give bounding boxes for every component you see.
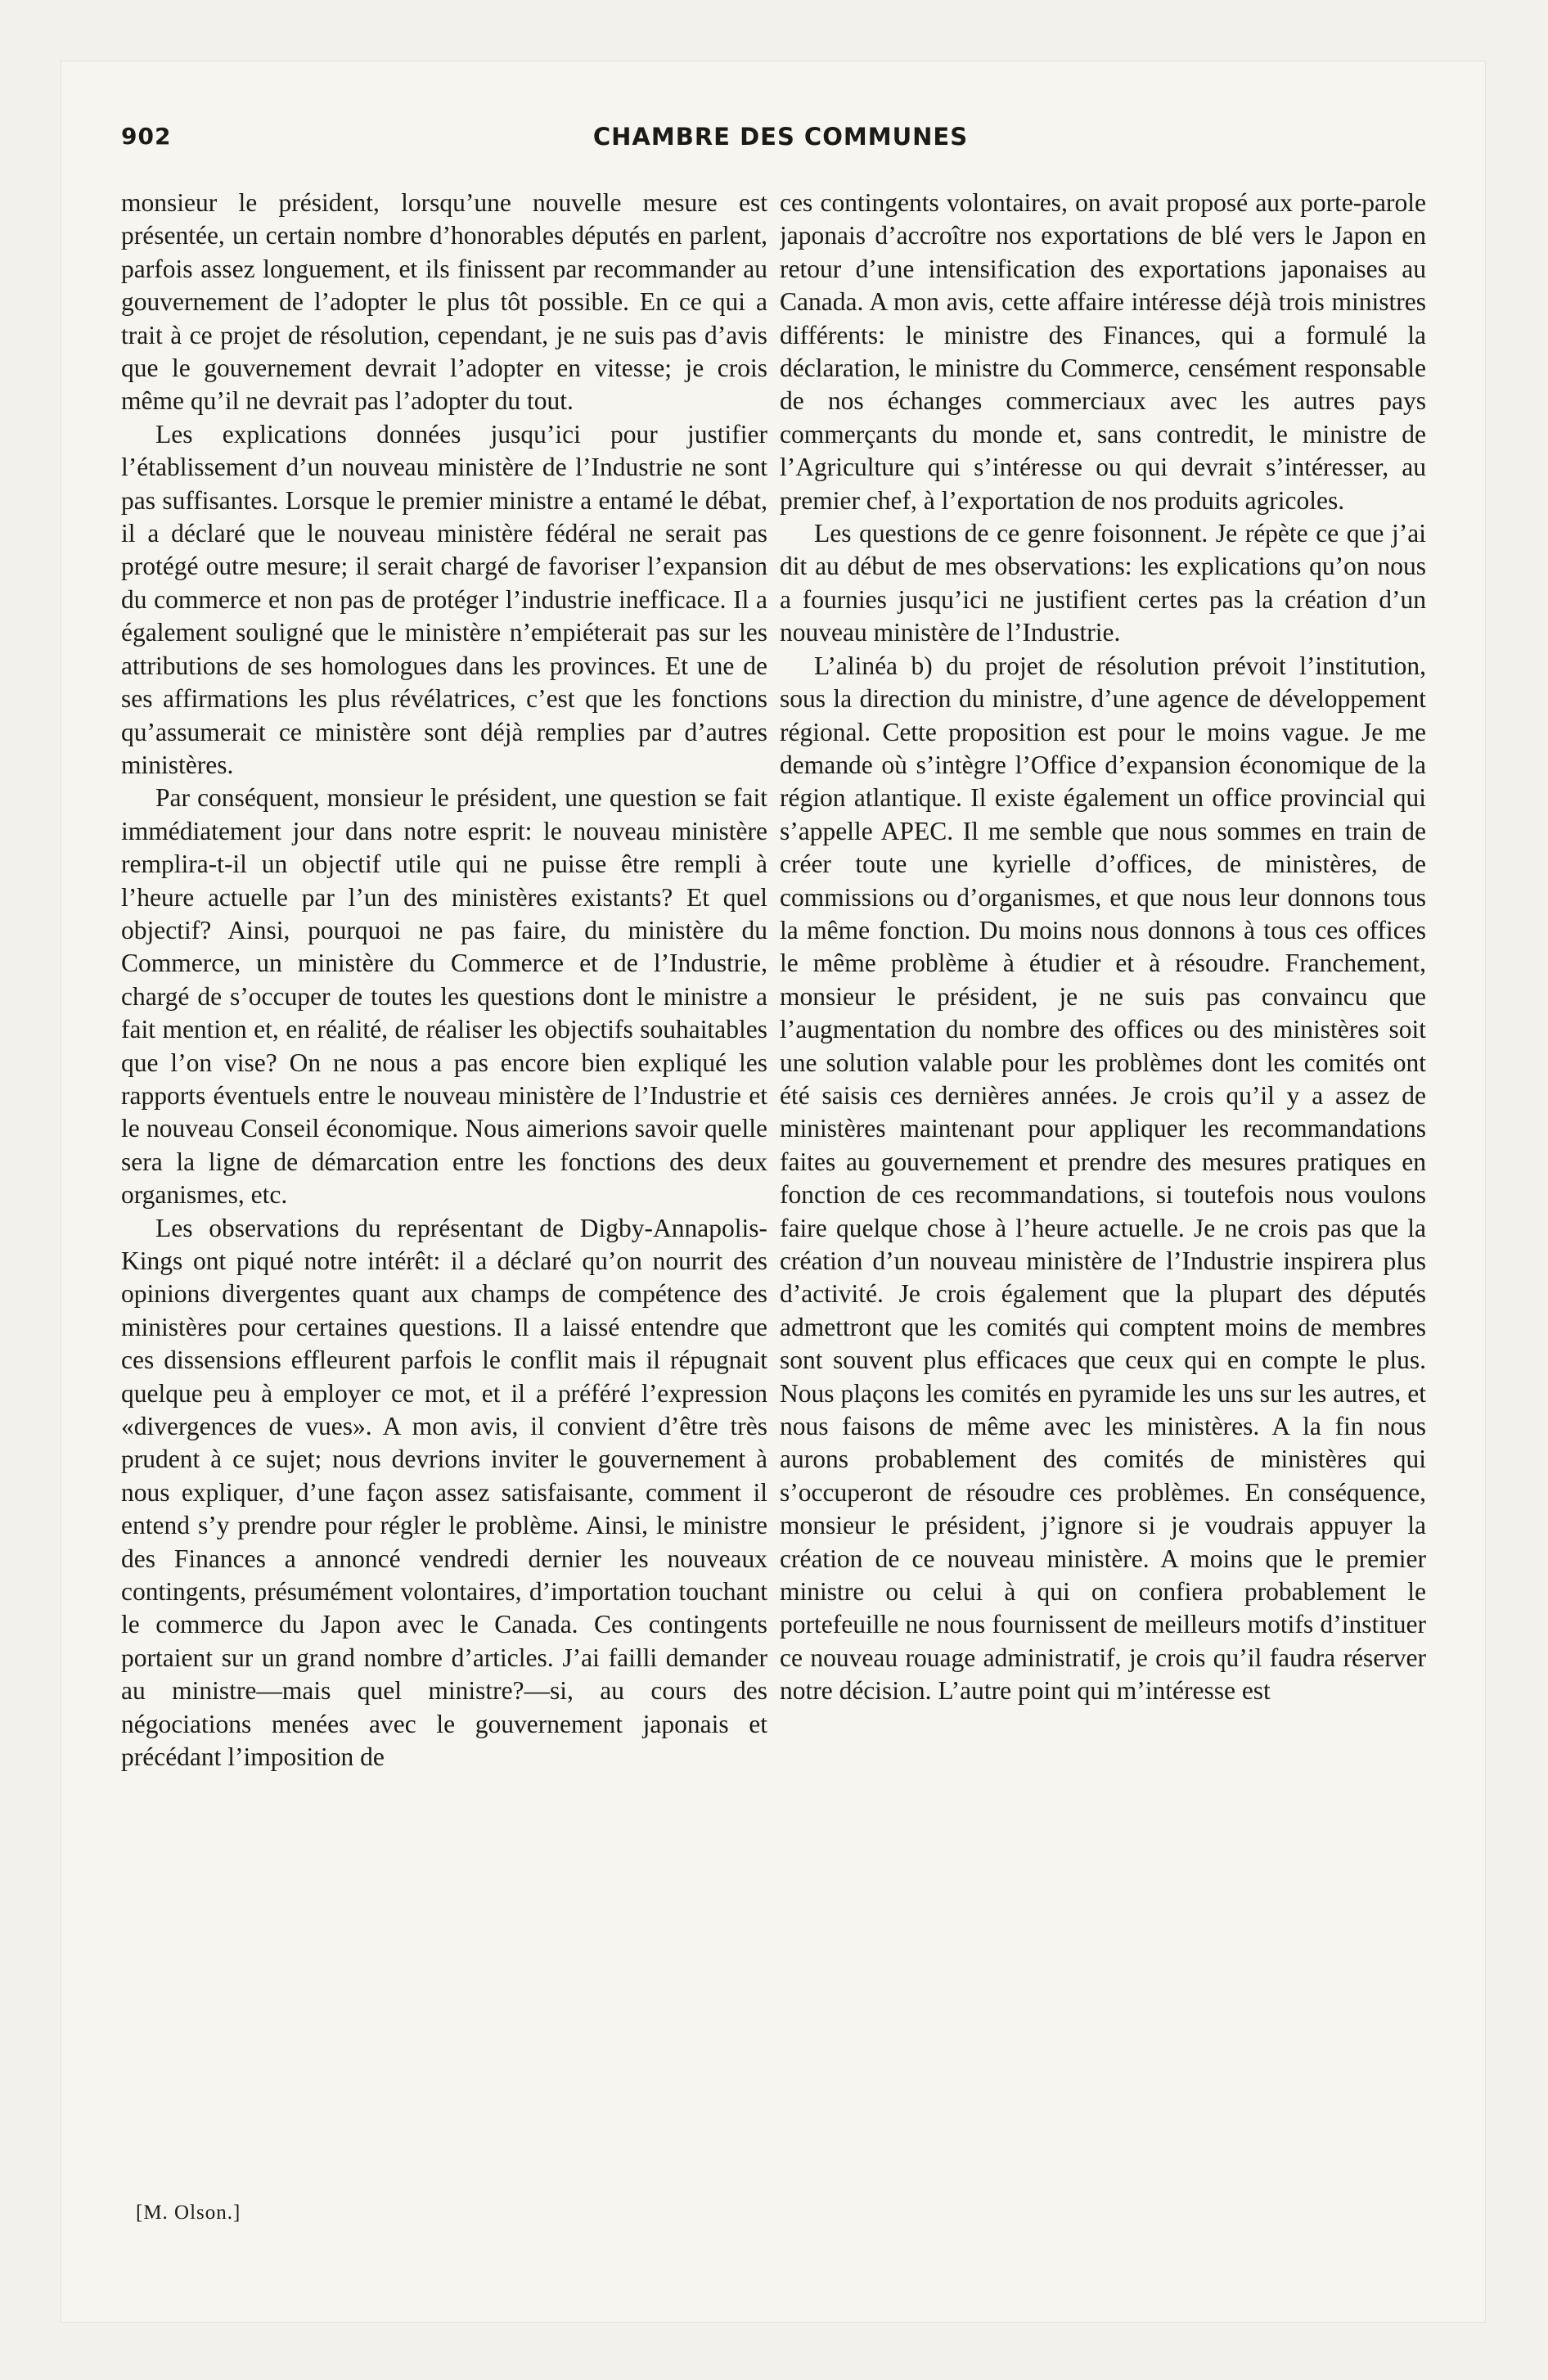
paragraph: Les questions de ce genre foisonnent. Je répète ce que j’ai dit au début de mes observations: les explications qu’on nous a fournies jusqu’ici ne justifient certes pas la création d’un nouveau ministère de l’Industrie.: [780, 519, 1426, 647]
speaker-attribution: [M. Olson.]: [136, 2202, 241, 2224]
paragraph: L’alinéa b) du projet de résolution prévoit l’institution, sous la direction du ministre, d’une agence de développement régional. Cette proposition est pour le moins vague. Je me demande où s’intègre l’Office d’expansion économique de la région atlantique. Il existe également un office provincial qui s’appelle APEC. Il me semble que nous sommes en train de créer toute une kyrielle d’offices, de ministères, de commissions ou d’organismes, et que nous leur donnons tous la même fonction. Du moins nous donnons à tous ces offices le même problème à étudier et à résoudre. Franchement, monsieur le président, je ne suis pas convaincu que l’augmentation du nombre des offices ou des ministères soit une solution valable pour les problèmes dont les comités ont été saisis ces dernières années. Je crois qu’il y a assez de ministères maintenant pour appliquer les recommandations faites au gouvernement et prendre des mesures pratiques en fonction de ces recommandations, si toutefois nous voulons faire quelque chose à l’heure actuelle. Je ne crois pas que la création d’un nouveau ministère de l’Industrie inspirera plus d’activité. Je crois également que la plupart des députés admettront que les comités qui comptent moins de membres sont souvent plus efficaces que ceux qui en compte le plus. Nous plaçons les comités en pyramide les uns sur les autres, et nous faisons de même avec les ministères. A la fin nous aurons probablement des comités de ministères qui s’occuperont de résoudre ces problèmes. En conséquence, monsieur le président, j’ignore si je voudrais appuyer la création de ce nouveau ministère. A moins que le premier ministre ou celui à qui on confiera probablement le portefeuille ne nous fournissent de meilleurs motifs d’instituer ce nouveau rouage administratif, je crois qu’il faudra réserver notre décision. L’autre point qui m’intéresse est: [780, 651, 1426, 1706]
paragraph: monsieur le président, lorsqu’une nouvelle mesure est présentée, un certain nombre d’honorables députés en parlent, parfois assez longuement, et ils finissent par recommander au gouvernement de l’adopter le plus tôt possible. En ce qui a trait à ce projet de résolution, cependant, je ne suis pas d’avis que le gouvernement devrait l’adopter en vitesse; je crois même qu’il ne devrait pas l’adopter du tout.: [121, 188, 767, 416]
paragraph: Les explications données jusqu’ici pour justifier l’établissement d’un nouveau ministère de l’Industrie ne sont pas suffisantes. Lorsque le premier ministre a entamé le débat, il a déclaré que le nouveau ministère fédéral ne serait pas protégé outre mesure; il serait chargé de favoriser l’expansion du commerce et non pas de protéger l’industrie inefficace. Il a également souligné que le ministère n’empiéterait pas sur les attributions de ses homologues dans les provinces. Et une de ses affirmations les plus révélatrices, c’est que les fonctions qu’assumerait ce ministère sont déjà remplies par d’autres ministères.: [121, 419, 767, 779]
paragraph: Les observations du représentant de Digby-Annapolis-Kings ont piqué notre intérêt: il a déclaré qu’on nourrit des opinions divergentes quant aux champs de compétence des ministères pour certaines questions. Il a laissé entendre que ces dissensions effleurent parfois le conflit mais il répugnait quelque peu à employer ce mot, et il a préféré l’expression «divergences de vues». A mon avis, il convient d’être très prudent à ce sujet; nous devrions inviter le gouvernement à nous expliquer, d’une façon assez satisfaisante, comment il entend s’y prendre pour régler le problème. Ainsi, le ministre des Finances a annoncé vendredi dernier les nouveaux contingents, présumément volontaires, d’importation touchant le commerce du Japon avec le Canada. Ces contingents portaient sur un grand nombre d’articles. J’ai failli demander au ministre—mais quel ministre?—si, au cours des négociations menées avec le gouvernement japonais et précédant l’imposition de: [121, 1213, 767, 1772]
left-column: [121, 187, 767, 2175]
right-column: [780, 187, 1426, 2175]
page-number: 902: [121, 123, 172, 150]
running-head: CHAMBRE DES COMMUNES: [592, 123, 969, 151]
paragraph: ces contingents volontaires, on avait proposé aux porte-parole japonais d’accroître nos exportations de blé vers le Japon en retour d’une intensification des exportations japonaises au Canada. A mon avis, cette affaire intéresse déjà trois ministres différents: le ministre des Finances, qui a formulé la déclaration, le ministre du Commerce, censément responsable de nos échanges commerciaux avec les autres pays commerçants du monde et, sans contredit, le ministre de l’Agriculture qui s’intéresse ou qui devrait s’intéresser, au premier chef, à l’exportation de nos produits agricoles.: [780, 188, 1426, 515]
page-header: [121, 123, 1440, 156]
paragraph: Par conséquent, monsieur le président, une question se fait immédiatement jour dans notre esprit: le nouveau ministère remplira-t-il un objectif utile qui ne puisse être rempli à l’heure actuelle par l’un des ministères existants? Et quel objectif? Ainsi, pourquoi ne pas faire, du ministère du Commerce, un ministère du Commerce et de l’Industrie, chargé de s’occuper de toutes les questions dont le ministre a fait mention et, en réalité, de réaliser les objectifs souhaitables que l’on vise? On ne nous a pas encore bien expliqué les rapports éventuels entre le nouveau ministère de l’Industrie et le nouveau Conseil économique. Nous aimerions savoir quelle sera la ligne de démarcation entre les fonctions des deux organismes, etc.: [121, 783, 767, 1210]
